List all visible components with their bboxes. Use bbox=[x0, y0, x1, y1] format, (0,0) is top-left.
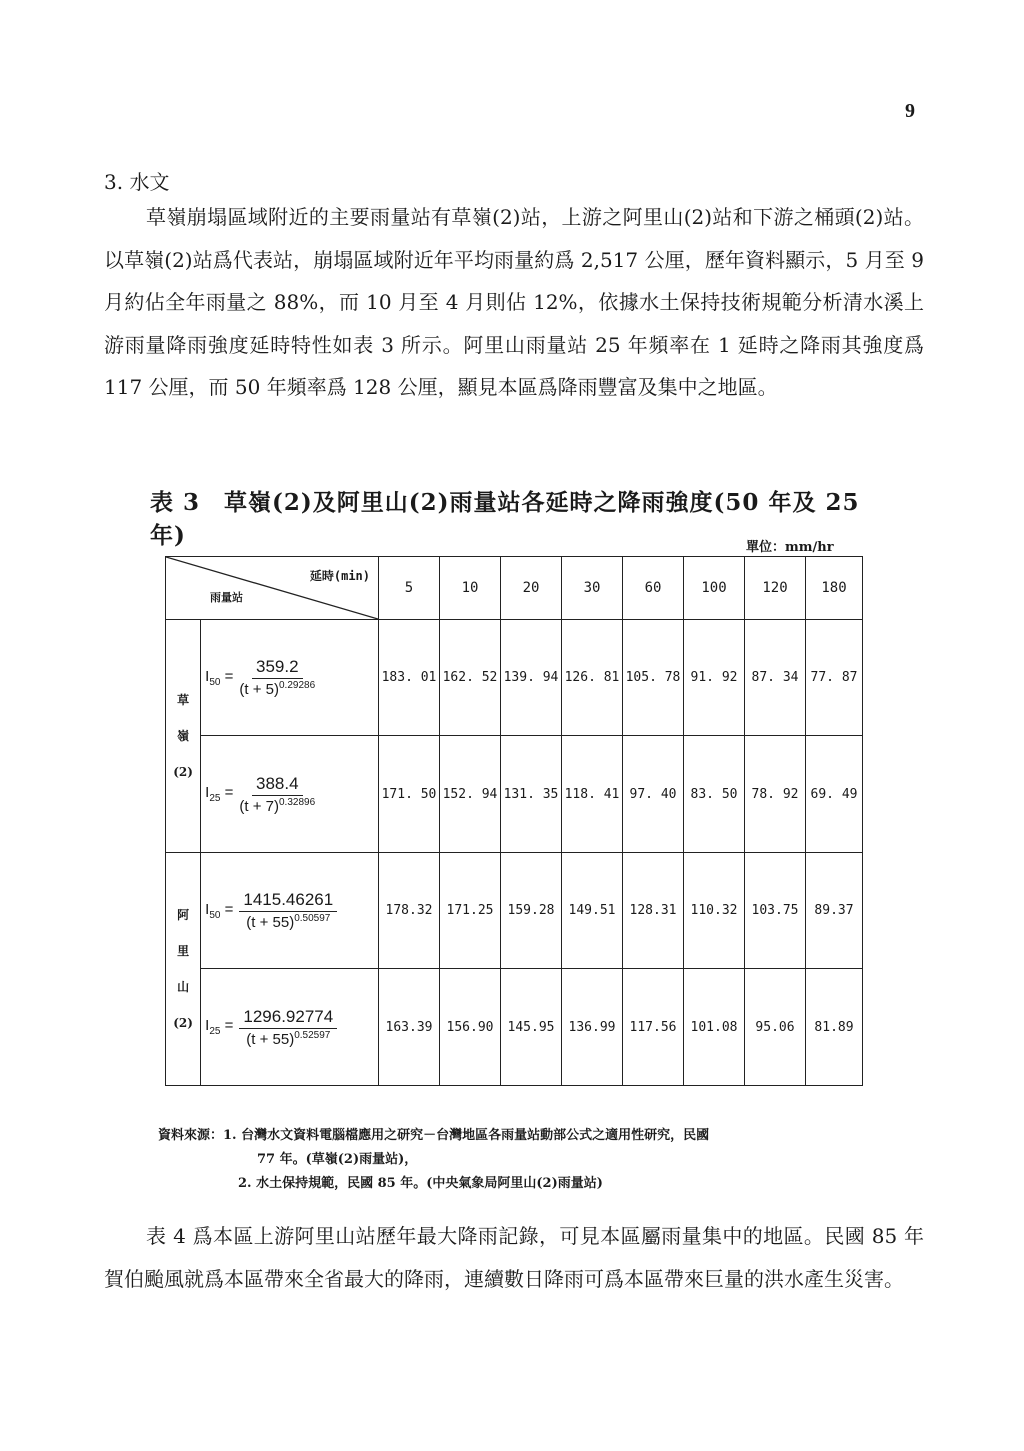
intensity-value-cell: 105. 78 bbox=[623, 620, 684, 736]
rainfall-intensity-table bbox=[165, 556, 863, 1086]
table-unit-label: 單位：mm/hr bbox=[746, 540, 834, 555]
formula-fraction bbox=[239, 890, 337, 931]
formula-lhs: $I_{50}$ = bbox=[205, 900, 234, 921]
formula-fraction bbox=[239, 774, 315, 815]
intensity-value-cell: 156.90 bbox=[440, 969, 501, 1086]
duration-cell: 180 bbox=[806, 557, 863, 620]
table-header-row bbox=[166, 557, 863, 620]
intensity-value-cell: 152. 94 bbox=[440, 736, 501, 853]
formula-denominator bbox=[246, 1029, 330, 1048]
intensity-formula bbox=[201, 657, 378, 698]
intensity-value-cell: 77. 87 bbox=[806, 620, 863, 736]
station-name-cell bbox=[166, 620, 201, 853]
table-source-note bbox=[158, 1124, 709, 1196]
intensity-value-cell: 145.95 bbox=[501, 969, 562, 1086]
station-name-char: 阿 bbox=[177, 908, 190, 922]
intensity-value-cell: 117.56 bbox=[623, 969, 684, 1086]
formula-exponent: 0.32896 bbox=[279, 796, 316, 808]
duration-cell: 20 bbox=[501, 557, 562, 620]
table-corner-header bbox=[166, 557, 379, 620]
formula-numerator: 359.2 bbox=[252, 657, 303, 679]
intensity-value-cell: 128.31 bbox=[623, 853, 684, 969]
intensity-value-cell: 101.08 bbox=[684, 969, 745, 1086]
intensity-value-cell: 139. 94 bbox=[501, 620, 562, 736]
table-row bbox=[166, 620, 863, 736]
duration-cell: 5 bbox=[379, 557, 440, 620]
source-line-2: 77 年。(草嶺(2)雨量站)， bbox=[257, 1152, 418, 1167]
duration-header: 延時(min) bbox=[309, 569, 370, 583]
formula-cell bbox=[201, 736, 379, 853]
station-name-cell bbox=[166, 853, 201, 1086]
formula-cell bbox=[201, 620, 379, 736]
section-heading: 3. 水文 bbox=[104, 170, 170, 194]
formula-exponent: 0.29286 bbox=[279, 680, 316, 691]
intensity-value-cell: 178.32 bbox=[379, 853, 440, 969]
intensity-value-cell: 131. 35 bbox=[501, 736, 562, 853]
intensity-value-cell: 81.89 bbox=[806, 969, 863, 1086]
intensity-value-cell: 162. 52 bbox=[440, 620, 501, 736]
formula-exponent: 0.50597 bbox=[294, 913, 331, 924]
formula-fraction bbox=[239, 657, 315, 698]
formula-symbol: I bbox=[205, 900, 210, 918]
formula-numerator: 388.4 bbox=[252, 774, 303, 796]
station-name-char: (2) bbox=[173, 1016, 193, 1030]
paragraph-hydrology: 草嶺崩塌區域附近的主要雨量站有草嶺(2)站，上游之阿里山(2)站和下游之桶頭(2)站。以草嶺(2)站爲代表站，崩塌區域附近年平均雨量約爲 2,517 公厘，歷年資料顯示，5 月至 9 月約佔全年雨量之 88%，而 10 月至 4 月則佔 12%，依據水土保持技術規範分析清水溪上游雨量降雨強度延時特性如表 3 所示。阿里山雨量站 25 年頻率在 1 延時之降雨其強度爲 117 公厘，而 50 年頻率爲 128 公厘，顯見本區爲降雨豐富及集中之地區。 bbox=[104, 205, 924, 400]
formula-return-period: 50 bbox=[209, 909, 221, 921]
paragraph-max-rainfall: 表 4 爲本區上游阿里山站歷年最大降雨記錄，可見本區屬雨量集中的地區。民國 85 年賀伯颱風就爲本區帶來全省最大的降雨，連續數日降雨可爲本區帶來巨量的洪水產生災害。 bbox=[104, 1224, 924, 1291]
formula-denominator-base: (t + 5) bbox=[239, 681, 279, 698]
formula-return-period: 25 bbox=[209, 1026, 221, 1037]
page-number: 9 bbox=[905, 100, 915, 122]
formula-symbol: I bbox=[205, 1017, 210, 1034]
intensity-value-cell: 69. 49 bbox=[806, 736, 863, 853]
table-caption: 表 3 草嶺(2)及阿里山(2)雨量站各延時之降雨強度(50 年及 25 年) bbox=[150, 489, 860, 549]
intensity-formula bbox=[201, 890, 378, 931]
intensity-value-cell: 78. 92 bbox=[745, 736, 806, 853]
station-name-char: 草 bbox=[177, 693, 190, 707]
intensity-value-cell: 89.37 bbox=[806, 853, 863, 969]
intensity-value-cell: 126. 81 bbox=[562, 620, 623, 736]
station-name-char: 嶺 bbox=[177, 729, 190, 743]
duration-cell: 100 bbox=[684, 557, 745, 620]
formula-denominator-base: (t + 55) bbox=[246, 914, 295, 931]
intensity-value-cell: 97. 40 bbox=[623, 736, 684, 853]
station-header: 雨量站 bbox=[210, 591, 243, 604]
intensity-value-cell: 171.25 bbox=[440, 853, 501, 969]
source-line-1: 資料來源：1. 台灣水文資料電腦檔應用之研究－台灣地區各雨量站動部公式之適用性研究，民國 bbox=[158, 1128, 710, 1143]
formula-lhs: $I_{25}$ = bbox=[205, 1017, 234, 1037]
intensity-value-cell: 103.75 bbox=[745, 853, 806, 969]
intensity-value-cell: 118. 41 bbox=[562, 736, 623, 853]
station-name-char: 山 bbox=[177, 980, 190, 994]
formula-exponent: 0.52597 bbox=[294, 1029, 331, 1041]
intensity-value-cell: 159.28 bbox=[501, 853, 562, 969]
formula-symbol: I bbox=[205, 784, 210, 801]
formula-numerator: 1415.46261 bbox=[239, 890, 337, 912]
intensity-value-cell: 149.51 bbox=[562, 853, 623, 969]
formula-lhs: $I_{50}$ = bbox=[205, 667, 234, 688]
intensity-value-cell: 95.06 bbox=[745, 969, 806, 1086]
formula-denominator-base: (t + 7) bbox=[239, 797, 279, 815]
intensity-value-cell: 110.32 bbox=[684, 853, 745, 969]
station-name-char: 里 bbox=[177, 944, 190, 958]
formula-symbol: I bbox=[205, 667, 210, 685]
duration-cell: 60 bbox=[623, 557, 684, 620]
intensity-value-cell: 91. 92 bbox=[684, 620, 745, 736]
formula-return-period: 25 bbox=[209, 793, 221, 804]
intensity-value-cell: 136.99 bbox=[562, 969, 623, 1086]
formula-fraction bbox=[239, 1007, 337, 1048]
source-line-3: 2. 水土保持規範，民國 85 年。(中央氣象局阿里山(2)雨量站) bbox=[238, 1176, 603, 1191]
intensity-value-cell: 87. 34 bbox=[745, 620, 806, 736]
intensity-value-cell: 83. 50 bbox=[684, 736, 745, 853]
table-row bbox=[166, 736, 863, 853]
formula-cell bbox=[201, 853, 379, 969]
formula-cell bbox=[201, 969, 379, 1086]
intensity-value-cell: 171. 50 bbox=[379, 736, 440, 853]
formula-denominator bbox=[239, 679, 315, 698]
formula-denominator-base: (t + 55) bbox=[246, 1030, 295, 1048]
duration-cell: 10 bbox=[440, 557, 501, 620]
formula-numerator: 1296.92774 bbox=[239, 1007, 337, 1029]
formula-return-period: 50 bbox=[209, 676, 221, 688]
intensity-formula bbox=[201, 1007, 378, 1048]
station-name-char: (2) bbox=[173, 765, 193, 779]
intensity-value-cell: 183. 01 bbox=[379, 620, 440, 736]
intensity-formula bbox=[201, 774, 378, 815]
duration-cell: 30 bbox=[562, 557, 623, 620]
duration-cell: 120 bbox=[745, 557, 806, 620]
table-row bbox=[166, 969, 863, 1086]
formula-denominator bbox=[239, 796, 315, 815]
formula-lhs: $I_{25}$ = bbox=[205, 784, 234, 804]
intensity-value-cell: 163.39 bbox=[379, 969, 440, 1086]
table-row bbox=[166, 853, 863, 969]
formula-denominator bbox=[246, 912, 330, 931]
